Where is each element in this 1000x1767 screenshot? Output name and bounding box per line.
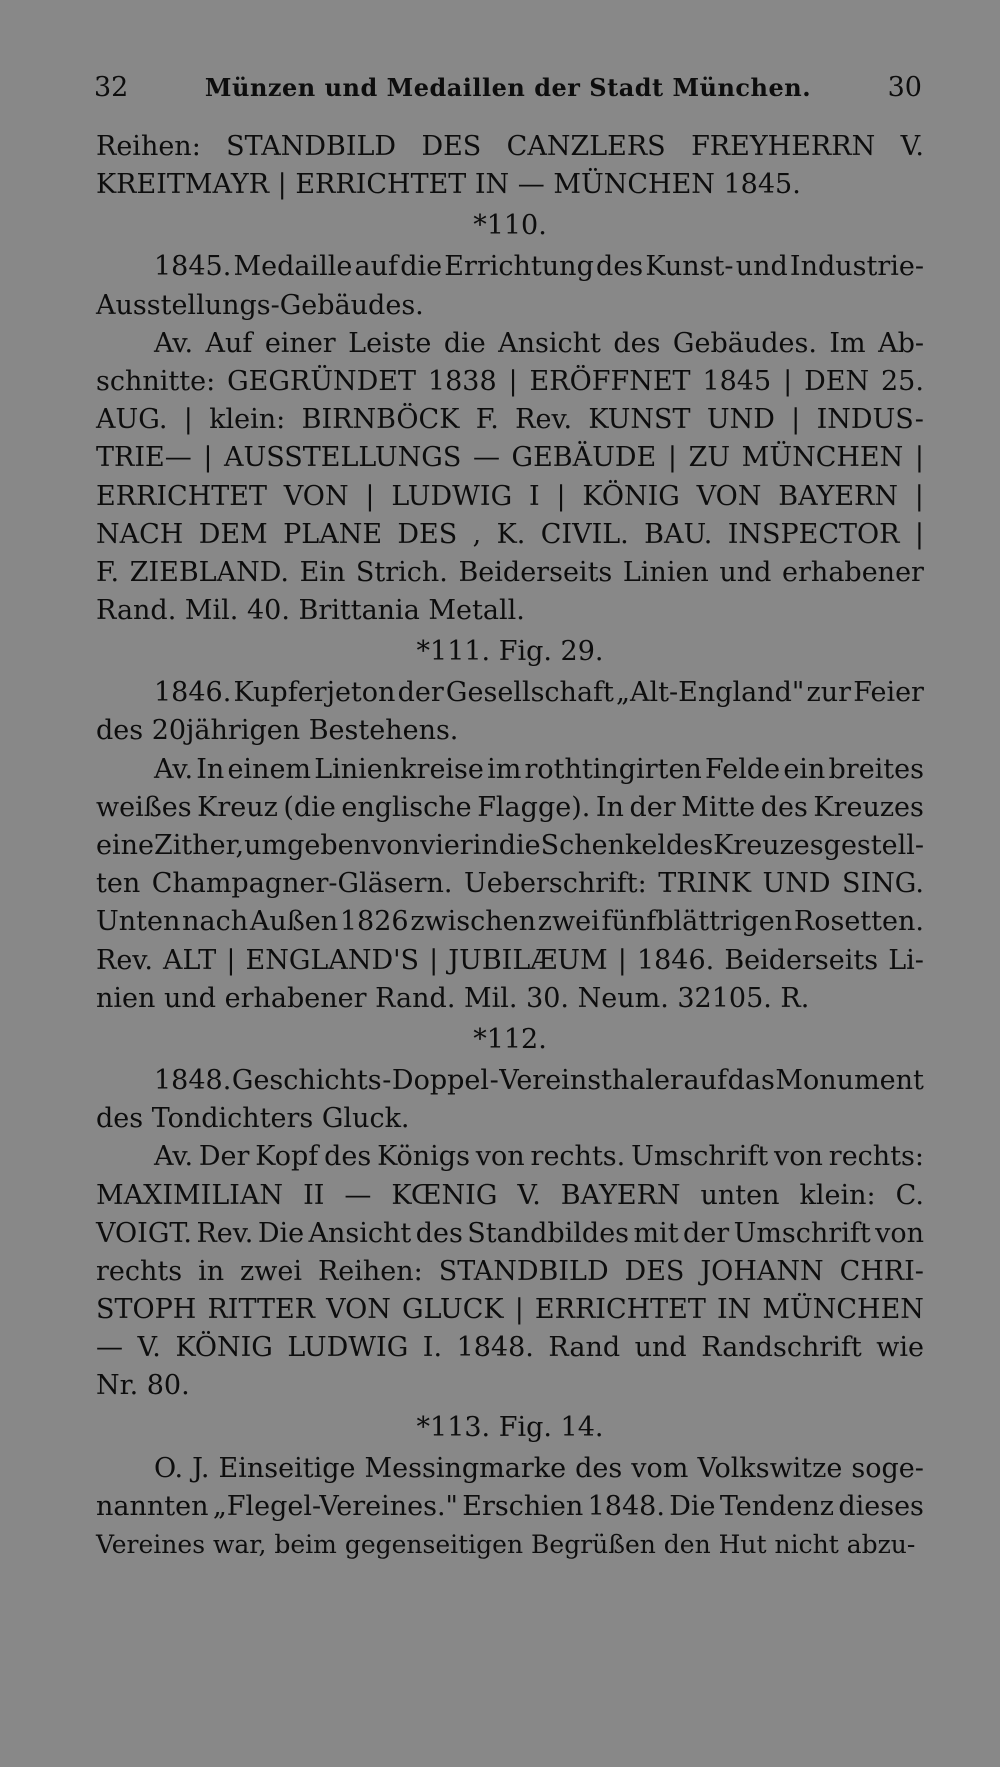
entry-number: *111. Fig. 29. xyxy=(416,636,604,668)
text-line: Rev. ALT | ENGLAND'S | JUBILÆUM | 1846. Beiderseits Li- xyxy=(96,944,924,976)
text-line: Reihen: STANDBILD DES CANZLERS FREYHERRN V. xyxy=(96,131,924,162)
text-line: NACH DEM PLANE DES , K. CIVIL. BAU. INSPECTOR | xyxy=(96,518,924,550)
entry-number: *110. xyxy=(473,210,547,242)
text-line: Unten nach Außen 1826 zwischen zwei fünfblättrigen Rosetten. xyxy=(96,906,924,938)
page-number-right: 30 xyxy=(887,72,922,103)
text-line: Vereines war, beim gegenseitigen Begrüßen den Hut nicht abzu- xyxy=(96,1530,916,1559)
text-line: Nr. 80. xyxy=(96,1370,190,1402)
text-line: ERRICHTET VON | LUDWIG I | KÖNIG VON BAYERN | xyxy=(96,480,924,512)
text-line: des 20jährigen Bestehens. xyxy=(96,715,459,747)
page-number-left: 32 xyxy=(94,72,129,103)
page-header xyxy=(94,72,922,112)
text-line: O. J. Einseitige Messingmarke des vom Volkswitze soge- xyxy=(154,1452,924,1484)
text-line: schnitte: GEGRÜNDET 1838 | ERÖFFNET 1845 | DEN 25. xyxy=(96,365,924,397)
entry-number: *112. xyxy=(473,1023,547,1055)
text-line: MAXIMILIAN II — KŒNIG V. BAYERN unten klein: C. xyxy=(96,1179,924,1211)
text-line: nien und erhabener Rand. Mil. 30. Neum. 32105. R. xyxy=(96,982,810,1014)
text-line: Rand. Mil. 40. Brittania Metall. xyxy=(96,595,525,627)
text-line: VOIGT. Rev. Die Ansicht des Standbildes mit der Umschrift von xyxy=(96,1217,924,1249)
text-line: 1846. Kupferjeton der Gesellschaft „Alt-England" zur Feier xyxy=(154,677,924,709)
running-title: Münzen und Medaillen der Stadt München. xyxy=(204,73,812,102)
body-text xyxy=(96,128,924,1564)
text-line: Ausstellungs-Gebäudes. xyxy=(96,289,424,321)
text-line: AUG. | klein: BIRNBÖCK F. Rev. KUNST UND | INDUS- xyxy=(96,404,924,436)
text-line: weißes Kreuz (die englische Flagge). In der Mitte des Kreuzes xyxy=(96,791,924,823)
text-line: STOPH RITTER VON GLUCK | ERRICHTET IN MÜNCHEN xyxy=(96,1294,924,1326)
text-line: des Tondichters Gluck. xyxy=(96,1103,410,1135)
text-line: — V. KÖNIG LUDWIG I. 1848. Rand und Randschrift wie xyxy=(96,1332,924,1364)
text-line: 1848. Geschichts - Doppel - Vereinsthaler auf das Monument xyxy=(154,1064,924,1096)
text-line: Av. In einem Linienkreise im rothtingirten Felde ein breites xyxy=(154,753,924,785)
text-line: ten Champagner-Gläsern. Ueberschrift: TRINK UND SING. xyxy=(96,868,924,900)
text-line: rechts in zwei Reihen: STANDBILD DES JOHANN CHRI- xyxy=(96,1255,924,1287)
text-line: Av. Der Kopf des Königs von rechts. Umschrift von rechts: xyxy=(154,1141,924,1173)
text-line: F. ZIEBLAND. Ein Strich. Beiderseits Linien und erhabener xyxy=(96,556,924,588)
text-line: Av. Auf einer Leiste die Ansicht des Gebäudes. Im Ab- xyxy=(154,327,924,359)
text-line: KREITMAYR | ERRICHTET IN — MÜNCHEN 1845. xyxy=(96,169,801,201)
text-line: nannten „Flegel-Vereines." Erschien 1848. Die Tendenz dieses xyxy=(96,1490,924,1522)
text-line: TRIE— | AUSSTELLUNGS — GEBÄUDE | ZU MÜNCHEN | xyxy=(96,442,924,474)
text-line: eine Zither, umgeben von vier in die Schenkel des Kreuzes gestell- xyxy=(96,830,924,861)
text-line: 1845. Medaille auf die Errichtung des Kunst- und Industrie- xyxy=(154,251,924,283)
entry-number: *113. Fig. 14. xyxy=(416,1411,604,1443)
